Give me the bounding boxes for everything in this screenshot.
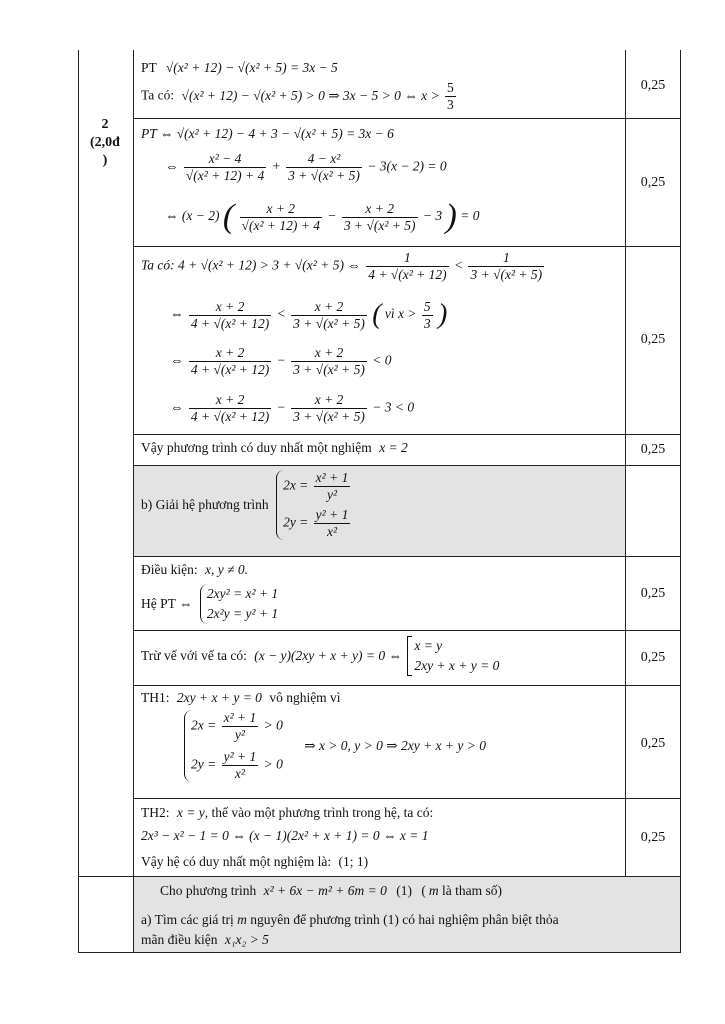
equation-system — [200, 584, 278, 624]
system-eq1: 2xy² = x² + 1 — [206, 586, 279, 601]
fraction — [342, 201, 418, 234]
row1-inequality: √(x² + 12) − √(x² + 5) > 0 ⇒ 3x − 5 > 0 ⇔ x > — [181, 87, 440, 103]
row7-equation: (x − y)(2xy + x + y) = 0 ⇔ — [254, 648, 402, 663]
fraction — [314, 507, 351, 540]
part-a-text: a) Tìm các giá trị — [141, 912, 234, 927]
row2-line2-tail: − 3(x − 2) = 0 — [367, 158, 447, 174]
row3-line1: Ta có: 4 + √(x² + 12) > 3 + √(x² + 5) ⇔ $\frac{1}{\text{4 + √(x² + 12)}}$ < $\frac{1}{\text{3 + √(x² + 5)}}$ — [141, 250, 543, 282]
option-1: x = y — [414, 638, 443, 653]
score: 0,25 — [640, 175, 666, 190]
numerator: x + 2 — [189, 345, 271, 362]
row-divider — [133, 118, 681, 119]
eq-tail: > 0 — [263, 756, 283, 772]
score: 0,25 — [640, 78, 666, 93]
fraction — [189, 392, 271, 425]
numerator: x + 2 — [240, 201, 322, 218]
row8-case1 — [141, 688, 341, 708]
denominator: 3 + √(x² + 5) — [293, 409, 365, 424]
denominator: 4 + √(x² + 12) — [368, 267, 447, 282]
row-divider — [133, 798, 681, 799]
paren-open: ( — [421, 883, 426, 898]
denominator: √(x² + 12) + 4 — [241, 217, 320, 233]
row-divider — [133, 434, 681, 435]
row-divider — [78, 876, 681, 877]
numerator: 1 — [468, 250, 544, 267]
row2-line3: ⇔ (x − 2) ( $\frac{x + 2}{\text{√(x² + 12) + 4}}$ − $\frac{x + 2}{\text{3 + √(x² + 5)}}$ − 3 ) = 0 — [165, 198, 480, 235]
section-points: (2,0đ — [90, 135, 120, 150]
row2-line2: ⇔ $\frac{\text{x² − 4}}{\text{√(x² + 12) + 4}}$ + $\frac{\text{4 − x²}}{\text{3 + √(x² + 5)}}$ − 3(x − 2) = 0 — [165, 151, 447, 183]
case2-equation: x = y — [176, 805, 205, 820]
fraction — [314, 470, 351, 503]
row9-line3-text: Vậy hệ có duy nhất một nghiệm là: — [141, 854, 332, 869]
numerator: x + 2 — [291, 345, 367, 362]
fraction — [291, 299, 367, 332]
section-label — [78, 116, 132, 170]
row1-line2 — [141, 80, 458, 113]
fraction — [240, 201, 322, 234]
row-divider — [133, 246, 681, 247]
problem3-intro-text: Cho phương trình — [160, 883, 257, 898]
numerator: 1 — [366, 250, 448, 267]
row6-condition — [141, 560, 248, 580]
eq-lhs: 2y = — [191, 756, 217, 772]
section-points-close: ) — [102, 153, 108, 168]
fraction — [184, 151, 266, 184]
condition-label: Điều kiện: — [141, 562, 198, 577]
fraction — [445, 80, 456, 113]
row3-vi: vì x > — [384, 306, 417, 322]
param-m: m — [428, 883, 439, 898]
table-border-right — [680, 50, 681, 953]
pt-label: PT — [141, 60, 157, 75]
numerator: x + 2 — [189, 299, 271, 316]
row3-line3-tail: < 0 — [372, 352, 392, 368]
row3-head: Ta có: 4 + √(x² + 12) > 3 + √(x² + 5) ⇔ — [141, 257, 361, 273]
problem3-part-a — [141, 910, 559, 930]
numerator: x² + 1 — [315, 470, 349, 485]
row-divider — [133, 556, 681, 557]
denominator: x² — [234, 766, 245, 781]
score: 0,25 — [640, 650, 666, 665]
case1-conclusion: ⇒ x > 0, y > 0 ⇒ 2xy + x + y > 0 — [304, 738, 487, 753]
fraction — [286, 151, 362, 184]
row4-solution: x = 2 — [379, 440, 408, 455]
ta-co-label: Ta có: — [141, 87, 175, 103]
row-divider — [133, 465, 681, 466]
row3-line4: ⇔ $\frac{x + 2}{\text{4 + √(x² + 12)}}$ − $\frac{x + 2}{\text{3 + √(x² + 5)}}$ − 3 < 0 — [170, 392, 415, 424]
row2-line3-tail: − 3 — [422, 208, 443, 224]
case2-tail: , thế vào một phương trình trong hệ, ta có: — [204, 805, 434, 820]
row7-subtract — [141, 636, 499, 676]
part-a-m: m — [237, 912, 247, 927]
denominator: 3 + √(x² + 5) — [343, 217, 416, 233]
part-a-cond-label: mãn điều kiện — [141, 932, 218, 947]
case1-tail: vô nghiệm vì — [269, 690, 341, 705]
denominator: x² — [326, 524, 338, 539]
row3-line3: ⇔ $\frac{x + 2}{\text{4 + √(x² + 12)}}$ − $\frac{x + 2}{\text{3 + √(x² + 5)}}$ < 0 — [170, 345, 392, 377]
fraction — [468, 250, 544, 283]
numerator: x² − 4 — [184, 151, 266, 168]
numerator: y² + 1 — [223, 749, 257, 764]
denominator: 3 + √(x² + 5) — [470, 267, 543, 282]
numerator: x + 2 — [189, 392, 271, 409]
row1-equation: √(x² + 12) − √(x² + 5) = 3x − 5 — [165, 60, 338, 75]
table-border-bottom — [78, 952, 681, 953]
row1-line1 — [141, 58, 338, 78]
score: 0,25 — [640, 442, 666, 457]
he-pt-label: Hệ PT ⇔ — [141, 596, 193, 611]
fraction — [222, 749, 259, 782]
fraction — [291, 392, 367, 425]
problem3-equation: x² + 6x − m² + 6m = 0 — [263, 883, 387, 898]
numerator: x + 2 — [291, 392, 367, 409]
case2-label: TH2: — [141, 805, 170, 820]
eq-lhs: 2y = — [283, 514, 309, 530]
numerator: y² + 1 — [315, 507, 349, 522]
part-a-cond: x₁x₂ > 5 — [224, 932, 269, 947]
score: 0,25 — [640, 586, 666, 601]
eq-lhs: 2x = — [191, 717, 217, 733]
case1-equation: 2xy + x + y = 0 — [176, 690, 262, 705]
inequality-system — [184, 710, 283, 782]
fraction — [291, 345, 367, 378]
eq-lhs: 2x = — [283, 477, 309, 493]
numerator: x + 2 — [342, 201, 418, 218]
denominator: y² — [234, 727, 245, 742]
score: 0,25 — [640, 332, 666, 347]
fraction — [366, 250, 448, 283]
score: 0,25 — [640, 736, 666, 751]
denominator: y² — [326, 487, 338, 502]
numerator: 5 — [423, 298, 431, 314]
problem3-eq-number: (1) — [396, 883, 412, 898]
problem3-part-a-cond — [141, 930, 269, 950]
fraction — [189, 345, 271, 378]
or-system — [407, 636, 499, 676]
eq-tail: > 0 — [263, 717, 283, 733]
row3-line4-tail: − 3 < 0 — [372, 399, 415, 415]
denominator: 4 + √(x² + 12) — [190, 315, 270, 331]
row3-line2: ⇔ $\frac{x + 2}{\text{4 + √(x² + 12)}}$ < $\frac{x + 2}{\text{3 + √(x² + 5)}}$ ( vì x > $\frac{5}{3}$ ) — [170, 298, 448, 331]
denominator: 3 + √(x² + 5) — [288, 168, 360, 183]
numerator: x + 2 — [291, 299, 367, 316]
table-border-left — [78, 50, 79, 953]
option-2: 2xy + x + y = 0 — [414, 658, 500, 673]
table-border-col1 — [133, 50, 134, 953]
equation-system — [276, 470, 352, 540]
denominator: 3 + √(x² + 5) — [293, 315, 365, 331]
param-tail: là tham số) — [442, 883, 502, 898]
fraction — [189, 299, 271, 332]
row4-text: Vậy phương trình có duy nhất một nghiệm — [141, 440, 372, 455]
score: 0,25 — [640, 830, 666, 845]
case1-label: TH1: — [141, 690, 170, 705]
denominator: 3 — [447, 97, 454, 112]
denominator: 3 + √(x² + 5) — [293, 362, 365, 377]
row2-line3-end: = 0 — [460, 208, 480, 224]
denominator: √(x² + 12) + 4 — [185, 168, 265, 183]
system-eq2: 2x²y = y² + 1 — [206, 606, 279, 621]
row6-system — [141, 584, 278, 624]
row7-text: Trừ vế với vế ta có: — [141, 648, 247, 663]
fraction — [422, 299, 433, 332]
condition-value: x, y ≠ 0. — [205, 562, 249, 577]
row2-line1: PT ⇔ √(x² + 12) − 4 + 3 − √(x² + 5) = 3x − 6 — [141, 126, 394, 141]
part-a-tail: nguyên để phương trình (1) có hai nghiệm phân biệt thỏa — [250, 912, 559, 927]
denominator: 4 + √(x² + 12) — [190, 362, 270, 377]
denominator: 4 + √(x² + 12) — [190, 409, 270, 424]
row9-line2: 2x³ − x² − 1 = 0 ⇔ (x − 1)(2x² + x + 1) = 0 ⇔ x = 1 — [141, 828, 429, 843]
fraction — [222, 710, 259, 743]
problem3-intro — [160, 881, 502, 901]
row-divider — [133, 630, 681, 631]
numerator: 5 — [447, 80, 454, 95]
row4-conclusion — [141, 438, 408, 458]
row8-reasoning — [180, 710, 486, 782]
denominator: 3 — [423, 315, 431, 331]
numerator: x² + 1 — [223, 710, 257, 725]
row9-line3 — [141, 852, 368, 872]
row2-line3-head: ⇔ (x − 2) — [165, 208, 220, 224]
row9-line1 — [141, 803, 433, 823]
system-solution: (1; 1) — [338, 854, 369, 869]
row-divider — [133, 685, 681, 686]
numerator: 4 − x² — [286, 151, 362, 168]
section-number: 2 — [101, 117, 109, 132]
row5-system — [141, 470, 352, 540]
part-b-label: b) Giải hệ phương trình — [141, 497, 269, 512]
